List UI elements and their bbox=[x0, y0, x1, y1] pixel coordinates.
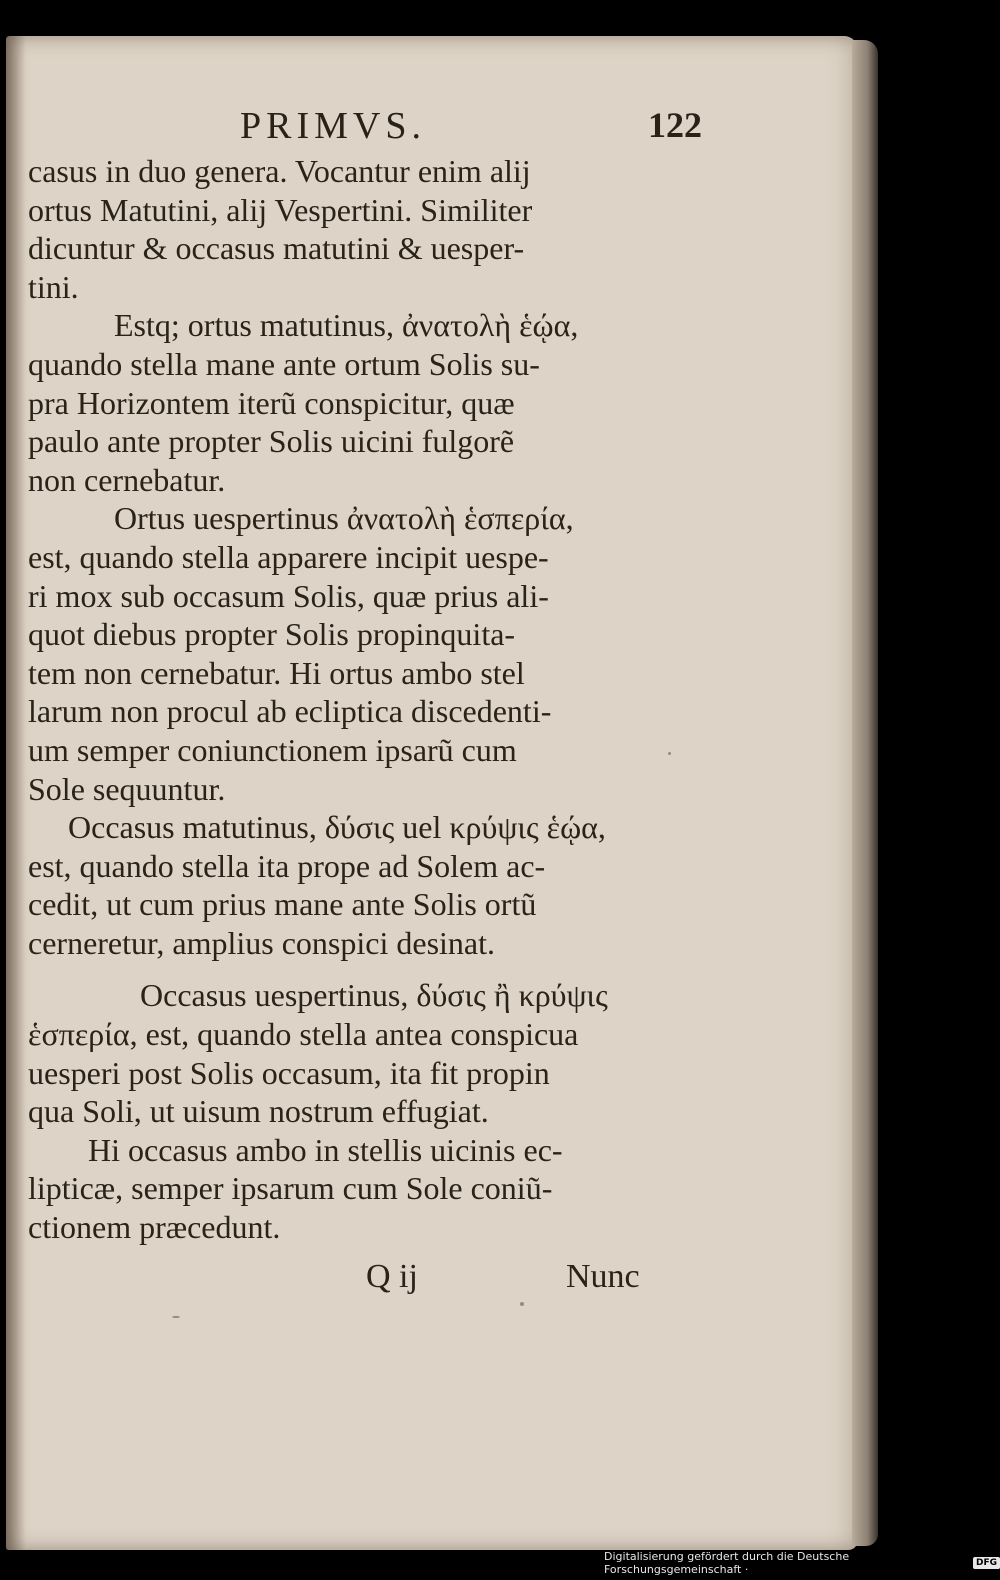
text-line: Hi occasus ambo in stellis uicinis ec- bbox=[88, 1131, 563, 1168]
page-gutter-shadow bbox=[6, 36, 26, 1550]
text-line: tini. bbox=[28, 268, 79, 305]
text-line: est, quando stella ita prope ad Solem ac- bbox=[28, 847, 546, 884]
folio-number: 122 bbox=[648, 105, 702, 145]
text-line: Sole sequuntur. bbox=[28, 770, 226, 807]
catchword: Nunc bbox=[566, 1258, 640, 1295]
paragraph-gap bbox=[28, 962, 658, 976]
text-line: non cernebatur. bbox=[28, 461, 226, 498]
dfg-logo: DFG bbox=[973, 1557, 1000, 1569]
text-line: quot diebus propter Solis propinquita- bbox=[28, 616, 516, 653]
paper-speck bbox=[172, 1316, 180, 1318]
text-line: Occasus uespertinus, δύσις ἢ κρύψις bbox=[140, 977, 608, 1014]
body-text bbox=[28, 152, 658, 1247]
signature-line bbox=[0, 1258, 1000, 1298]
text-line: Estq; ortus matutinus, ἀνατολὴ ἑῴα, bbox=[114, 307, 579, 344]
text-line: casus in duo genera. Vocantur enim alij bbox=[28, 153, 531, 189]
text-line: qua Soli, ut uisum nostrum effugiat. bbox=[28, 1093, 489, 1130]
digitization-credit bbox=[604, 1552, 1000, 1574]
text-line: dicuntur & occasus matutini & uesper- bbox=[28, 230, 525, 267]
text-line: larum non procul ab ecliptica discedenti- bbox=[28, 693, 552, 730]
text-line: cerneretur, amplius conspici desinat. bbox=[28, 924, 495, 961]
page-header bbox=[0, 104, 1000, 148]
text-line: quando stella mane ante ortum Solis su- bbox=[28, 345, 540, 382]
text-line: paulo ante propter Solis uicini fulgorẽ bbox=[28, 423, 515, 460]
text-line: ortus Matutini, alij Vespertini. Similiter bbox=[28, 191, 533, 228]
paper-speck bbox=[668, 752, 671, 755]
text-line: ctionem præcedunt. bbox=[28, 1209, 281, 1246]
text-line: est, quando stella apparere incipit uespe- bbox=[28, 538, 549, 575]
paper-speck bbox=[520, 1302, 524, 1306]
text-line: ἑσπερία, est, quando stella antea conspicua bbox=[28, 1016, 579, 1053]
text-line: lipticæ, semper ipsarum cum Sole coniũ- bbox=[28, 1170, 553, 1207]
text-line: um semper coniunctionem ipsarũ cum bbox=[28, 731, 517, 768]
text-line: cedit, ut cum prius mane ante Solis ortũ bbox=[28, 886, 537, 923]
signature-mark: Q ij bbox=[366, 1258, 418, 1295]
page-edge bbox=[852, 40, 878, 1546]
credit-text: Digitalisierung gefördert durch die Deutsche Forschungsgemeinschaft · bbox=[604, 1550, 850, 1576]
running-title: PRIMVS. bbox=[240, 105, 426, 147]
text-line: tem non cernebatur. Hi ortus ambo stel bbox=[28, 654, 525, 691]
text-line: Occasus matutinus, δύσις uel κρύψις ἑῴα, bbox=[68, 809, 606, 846]
text-line: pra Horizontem iterũ conspicitur, quæ bbox=[28, 384, 515, 421]
text-line: ri mox sub occasum Solis, quæ prius ali- bbox=[28, 577, 549, 614]
text-line: uesperi post Solis occasum, ita fit propin bbox=[28, 1054, 550, 1091]
text-line: Ortus uespertinus ἀνατολὴ ἑσπερία, bbox=[114, 500, 574, 537]
